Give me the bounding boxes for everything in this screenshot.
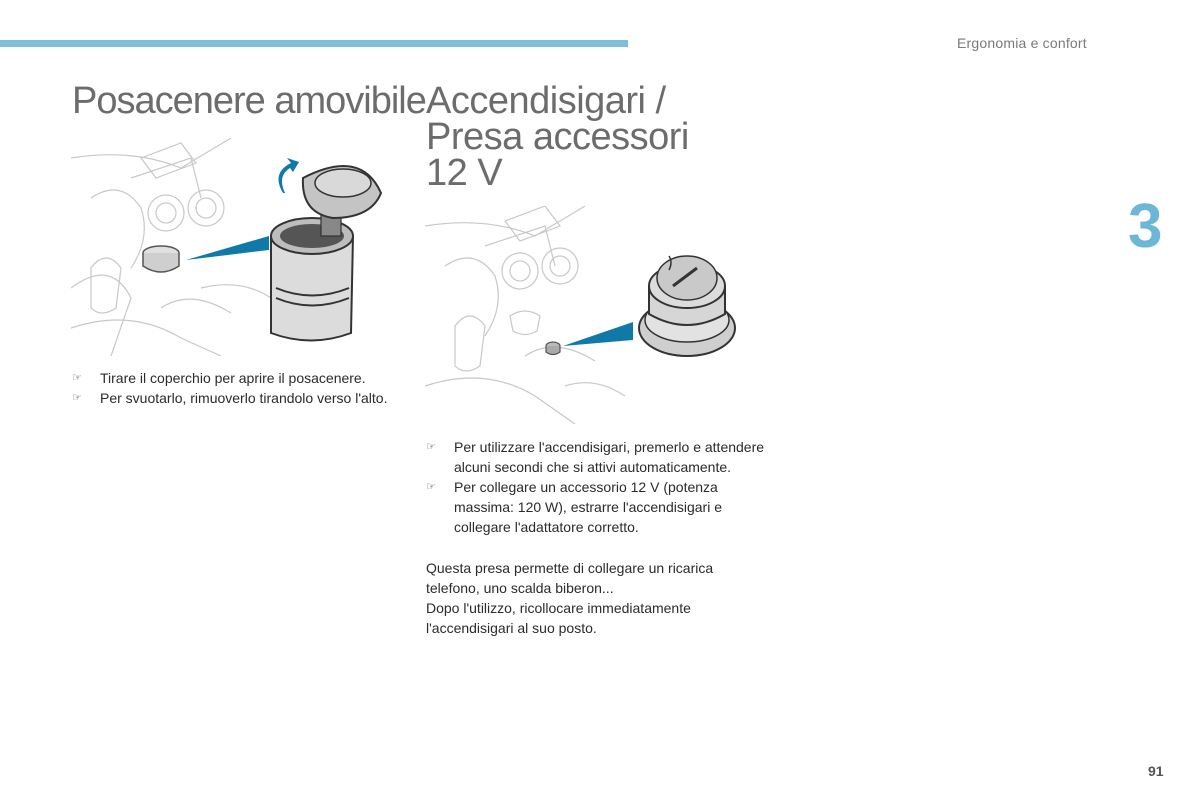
list-item: [72, 368, 402, 388]
lighter-illustration: [425, 206, 765, 424]
lighter-title-line: Presa accessori: [426, 116, 689, 158]
lighter-title: [426, 80, 689, 194]
step-text: Per utilizzare l'accendisigari, premerlo e attendere alcuni secondi che si attivi automaticamente.: [454, 439, 765, 475]
pointing-hand-icon: ☞: [426, 481, 436, 493]
pointing-hand-icon: ☞: [72, 372, 82, 384]
lighter-paragraph: Dopo l'utilizzo, ricollocare immediatamente l'accendisigari al suo posto.: [426, 600, 691, 636]
pointing-hand-icon: ☞: [72, 392, 82, 404]
step-text: Per svuotarlo, rimuoverlo tirandolo verso l'alto.: [100, 390, 388, 406]
top-accent-bar: [0, 40, 628, 47]
list-item: [426, 437, 766, 477]
chapter-number: 3: [1128, 192, 1163, 261]
ashtray-steps: [72, 368, 402, 408]
step-text: Tirare il coperchio per aprire il posacenere.: [100, 370, 366, 386]
step-text: Per collegare un accessorio 12 V (potenza massima: 120 W), estrarre l'accendisigari e collegare l'adattatore corretto.: [454, 479, 722, 535]
lighter-steps: [426, 437, 766, 537]
ashtray-illustration: [71, 138, 391, 356]
ashtray-title: Posacenere amovibile: [72, 80, 426, 122]
section-label: Ergonomia e confort: [957, 35, 1087, 51]
lighter-title-line: 12 V: [426, 152, 503, 194]
list-item: [426, 477, 766, 537]
page-number: 91: [1148, 763, 1164, 779]
lighter-title-line: Accendisigari /: [426, 80, 666, 122]
list-item: [72, 388, 402, 408]
pointing-hand-icon: ☞: [426, 441, 436, 453]
lighter-paragraph: Questa presa permette di collegare un ricarica telefono, uno scalda biberon...: [426, 560, 714, 596]
